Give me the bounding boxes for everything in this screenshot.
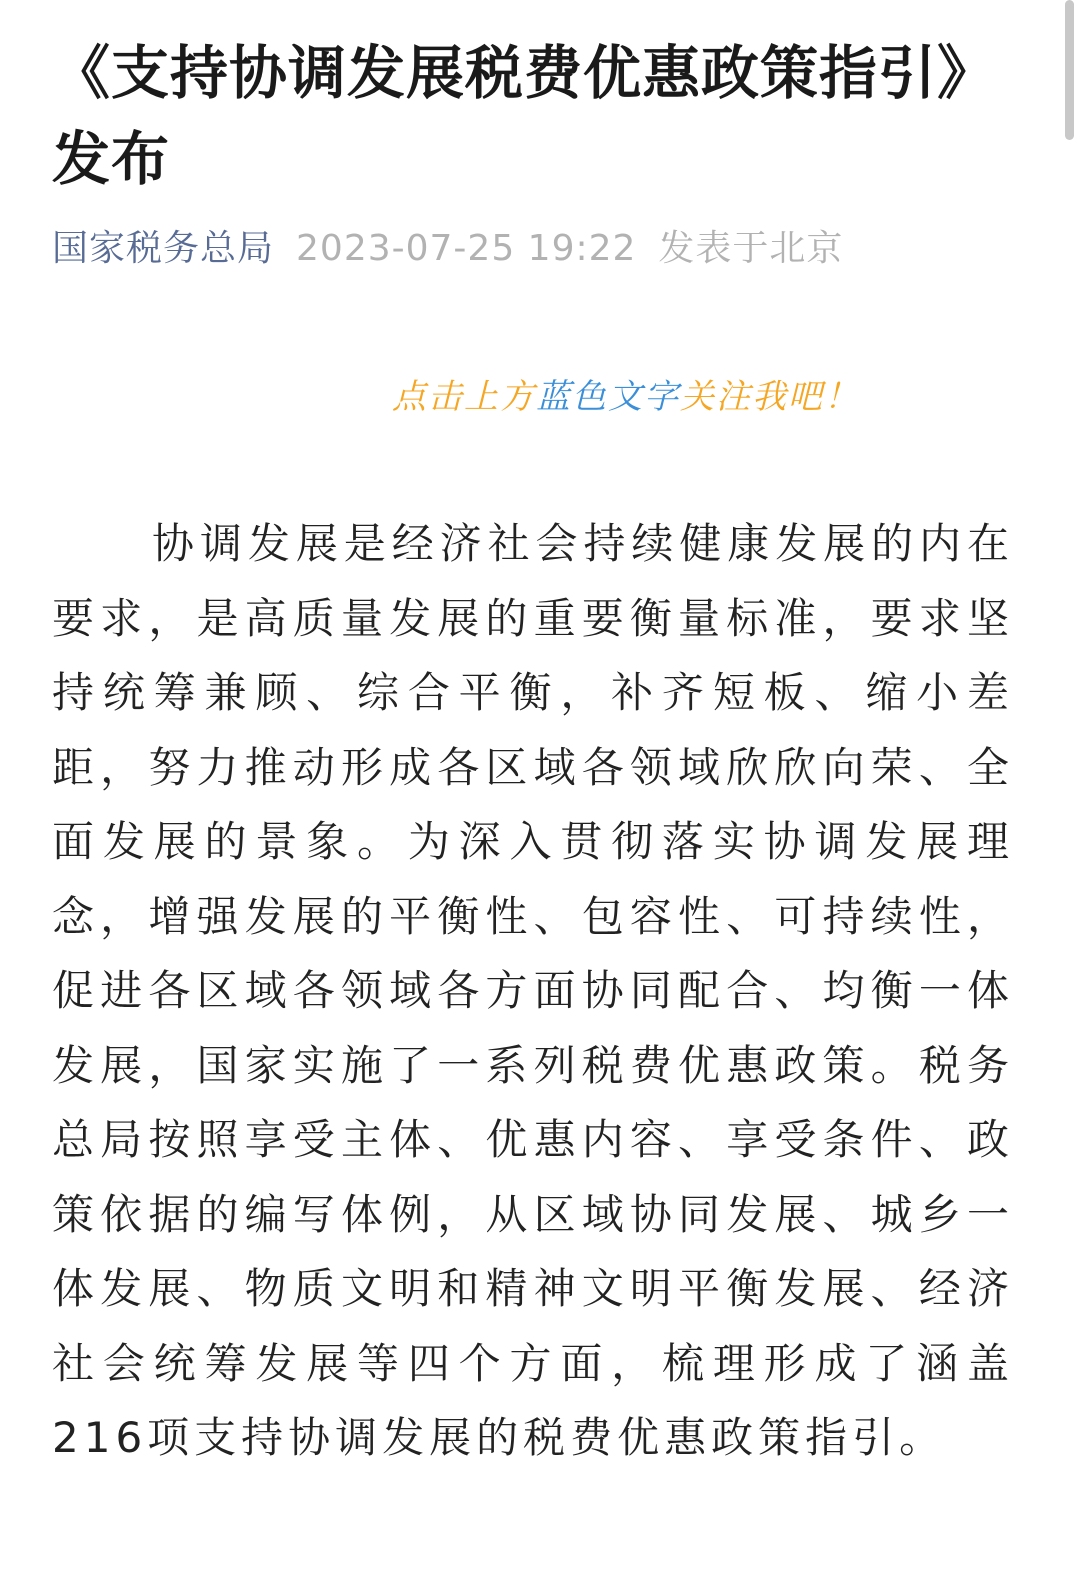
follow-prompt-suffix: 关注我吧！ bbox=[680, 377, 860, 417]
publish-location: 发表于北京 bbox=[658, 228, 844, 269]
scrollbar-thumb[interactable] bbox=[1065, 0, 1074, 140]
follow-prompt-highlight: 蓝色文字 bbox=[536, 377, 680, 417]
publish-time: 2023-07-25 19:22 bbox=[296, 228, 637, 269]
account-name-link[interactable]: 国家税务总局 bbox=[52, 228, 275, 269]
follow-prompt-banner bbox=[392, 372, 860, 422]
follow-prompt-prefix: 点击上方 bbox=[392, 377, 536, 417]
article-meta bbox=[52, 224, 843, 274]
article-paragraph: 协调发展是经济社会持续健康发展的内在要求，是高质量发展的重要衡量标准，要求坚持统筹兼顾、综合平衡，补齐短板、缩小差距，努力推动形成各区域各领域欣欣向荣、全面发展的景象。为深入贯彻落实协调发展理念，增强发展的平衡性、包容性、可持续性，促进各区域各领域各方面协同配合、均衡一体发展，国家实施了一系列税费优惠政策。税务总局按照享受主体、优惠内容、享受条件、政策依据的编写体例，从区域协同发展、城乡一体发展、物质文明和精神文明平衡发展、经济社会统筹发展等四个方面，梳理形成了涵盖216项支持协调发展的税费优惠政策指引。 bbox=[52, 519, 1014, 1462]
article-title: 《支持协调发展税费优惠政策指引》发布 bbox=[52, 39, 997, 193]
